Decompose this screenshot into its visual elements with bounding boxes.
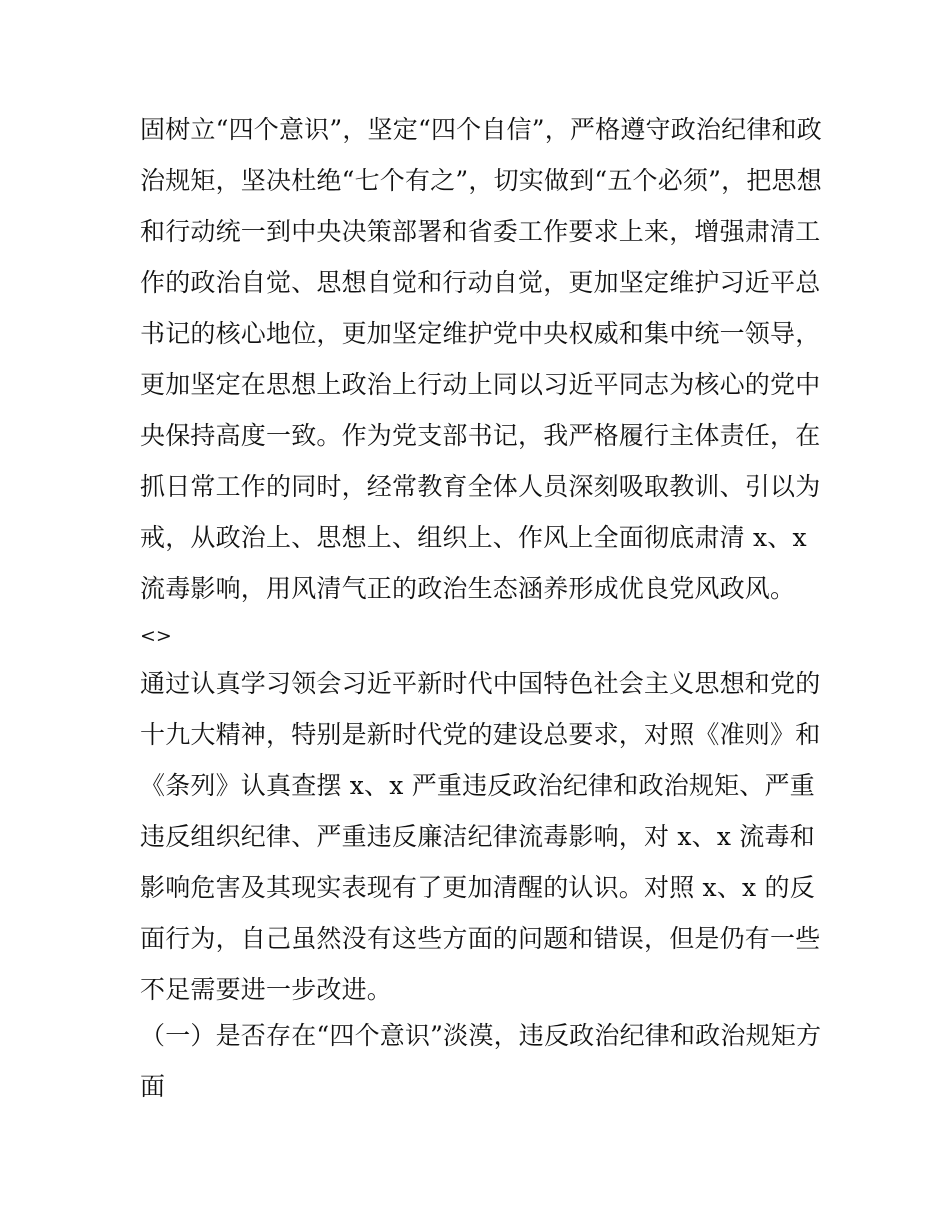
paragraph-line: 治规矩，坚决杜绝“七个有之”，切实做到“五个必须”，把思想 <box>140 166 822 195</box>
paragraph-line: 影响危害及其现实表现有了更加清醒的认识。对照 x、x 的反 <box>140 873 815 902</box>
paragraph-line: 不足需要进一步改进。 <box>140 975 393 1004</box>
section-heading <box>140 1010 822 1112</box>
paragraph-line: 戒，从政治上、思想上、组织上、作风上全面彻底肃清 x、x <box>140 523 807 552</box>
paragraph-line: 更加坚定在思想上政治上行动上同以习近平同志为核心的党中 <box>140 370 821 399</box>
paragraph-line: 流毒影响，用风清气正的政治生态涵养形成优良党风政风。 <box>140 574 796 603</box>
paragraph-line: 和行动统一到中央决策部署和省委工作要求上来，增强肃清工 <box>140 217 821 246</box>
heading-line: 面 <box>140 1072 166 1101</box>
paragraph-line: 《条列》认真查摆 x、x 严重违反政治纪律和政治规矩、严重 <box>140 771 815 800</box>
section-marker: <> <box>140 625 172 647</box>
paragraph-line: 抓日常工作的同时，经常教育全体人员深刻吸取教训、引以为 <box>140 472 821 501</box>
paragraph-line: 央保持高度一致。作为党支部书记，我严格履行主体责任，在 <box>140 421 821 450</box>
paragraph-line: 违反组织纪律、严重违反廉洁纪律流毒影响，对 x、x 流毒和 <box>140 822 815 851</box>
paragraph-line: 通过认真学习领会习近平新时代中国特色社会主义思想和党的 <box>140 669 821 698</box>
paragraph-line: 面行为，自己虽然没有这些方面的问题和错误，但是仍有一些 <box>140 924 821 953</box>
paragraph-2 <box>140 658 821 1015</box>
paragraph-line: 作的政治自觉、思想自觉和行动自觉，更加坚定维护习近平总 <box>140 268 821 297</box>
paragraph-1 <box>140 104 822 658</box>
paragraph-line: 十九大精神，特别是新时代党的建设总要求，对照《准则》和 <box>140 720 821 749</box>
paragraph-line: 书记的核心地位，更加坚定维护党中央权威和集中统一领导， <box>140 319 821 348</box>
paragraph-line: 固树立“四个意识”，坚定“四个自信”，严格遵守政治纪律和政 <box>140 115 822 144</box>
heading-line: （一）是否存在“四个意识”淡漠，违反政治纪律和政治规矩方 <box>140 1021 822 1050</box>
